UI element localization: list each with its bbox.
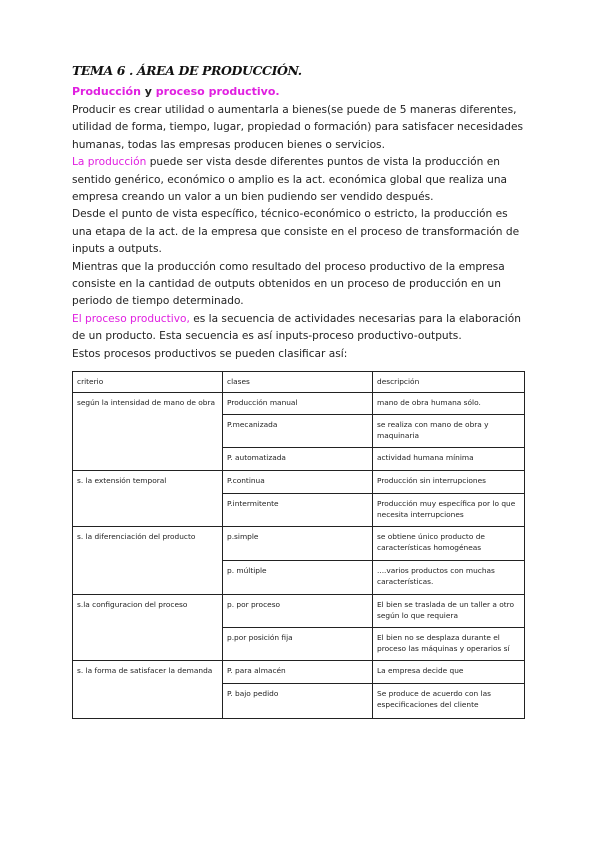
cell-descripcion: se realiza con mano de obra y maquinaria bbox=[373, 415, 525, 448]
cell-clase: p. por proceso bbox=[223, 595, 373, 628]
cell-descripcion: Producción sin interrupciones bbox=[373, 471, 525, 494]
table-header-row bbox=[73, 372, 525, 393]
paragraph-produccion bbox=[72, 154, 528, 206]
cell-clase: P. para almacén bbox=[223, 661, 373, 684]
cell-criterio: s. la forma de satisfacer la demanda bbox=[73, 661, 223, 719]
cell-descripcion: Producción muy específica por lo que necesita interrupciones bbox=[373, 494, 525, 527]
cell-criterio: s. la diferenciación del producto bbox=[73, 527, 223, 595]
cell-descripcion: Se produce de acuerdo con las especificaciones del cliente bbox=[373, 684, 525, 719]
paragraph-producir: Producir es crear utilidad o aumentarla a bienes(se puede de 5 maneras diferentes, utilidad de forma, tiempo, lugar, propiedad o formación) para satisfacer necesidades humanas, todas las empresas producen bienes o servicios. bbox=[72, 104, 524, 151]
cell-clase: P. automatizada bbox=[223, 448, 373, 471]
cell-clase: P.mecanizada bbox=[223, 415, 373, 448]
paragraph-clasificar: Estos procesos productivos se pueden clasificar así: bbox=[72, 347, 348, 360]
paragraph-proceso-text: es la secuencia de actividades necesarias para la elaboración de un producto. Esta secuencia es así inputs-proceso productivo-outputs. bbox=[72, 312, 521, 343]
header-clases: clases bbox=[223, 372, 373, 393]
header-descripcion: descripción bbox=[373, 372, 525, 393]
table-row bbox=[73, 471, 525, 494]
cell-descripcion: El bien se traslada de un taller a otro según lo que requiera bbox=[373, 595, 525, 628]
subtitle-term-proceso: proceso productivo. bbox=[155, 85, 280, 98]
section-subtitle bbox=[72, 84, 528, 100]
paragraph-produccion-text: puede ser vista desde diferentes puntos de vista la producción en sentido genérico, económico o amplio es la act. económica global que realiza una empresa creando un valor a un bien pudiendo ser vendido después. bbox=[72, 156, 508, 204]
cell-descripcion: actividad humana mínima bbox=[373, 448, 525, 471]
table-row bbox=[73, 661, 525, 684]
highlight-el-proceso-productivo: El proceso productivo, bbox=[72, 312, 190, 325]
cell-clase: p.por posición fija bbox=[223, 628, 373, 661]
cell-clase: Producción manual bbox=[223, 393, 373, 415]
header-criterio: criterio bbox=[73, 372, 223, 393]
subtitle-term-produccion: Producción bbox=[72, 85, 141, 98]
paragraph-resultado: Mientras que la producción como resultado del proceso productivo de la empresa consiste en la cantidad de outputs obtenidos en un proceso de producción en un periodo de tiempo determinado. bbox=[72, 260, 505, 308]
cell-criterio: según la intensidad de mano de obra bbox=[73, 393, 223, 471]
cell-descripcion: La empresa decide que bbox=[373, 661, 525, 684]
cell-clase: p.simple bbox=[223, 527, 373, 561]
cell-descripcion: ....varios productos con muchas características. bbox=[373, 561, 525, 595]
page-title: TEMA 6 . ÁREA DE PRODUCCIÓN. bbox=[72, 63, 302, 78]
highlight-la-produccion: La producción bbox=[72, 156, 147, 169]
document-page bbox=[72, 62, 528, 719]
paragraph-proceso-productivo bbox=[72, 311, 528, 346]
cell-criterio: s. la extensión temporal bbox=[73, 471, 223, 527]
cell-clase: P. bajo pedido bbox=[223, 684, 373, 719]
table-row bbox=[73, 527, 525, 561]
table-row bbox=[73, 393, 525, 415]
cell-descripcion: se obtiene único producto de características homogéneas bbox=[373, 527, 525, 561]
cell-descripcion: mano de obra humana sólo. bbox=[373, 393, 525, 415]
cell-clase: P.intermitente bbox=[223, 494, 373, 527]
subtitle-conjunction: y bbox=[140, 85, 156, 98]
cell-clase: P.continua bbox=[223, 471, 373, 494]
cell-clase: p. múltiple bbox=[223, 561, 373, 595]
paragraph-punto-de-vista: Desde el punto de vista específico, técnico-económico o estricto, la producción es una etapa de la act. de la empresa que consiste en el proceso de transformación de inputs a outputs. bbox=[72, 208, 520, 256]
classification-table bbox=[72, 371, 525, 719]
cell-criterio: s.la configuracion del proceso bbox=[73, 595, 223, 661]
table-row bbox=[73, 595, 525, 628]
cell-descripcion: El bien no se desplaza durante el proceso las máquinas y operarios sí bbox=[373, 628, 525, 661]
